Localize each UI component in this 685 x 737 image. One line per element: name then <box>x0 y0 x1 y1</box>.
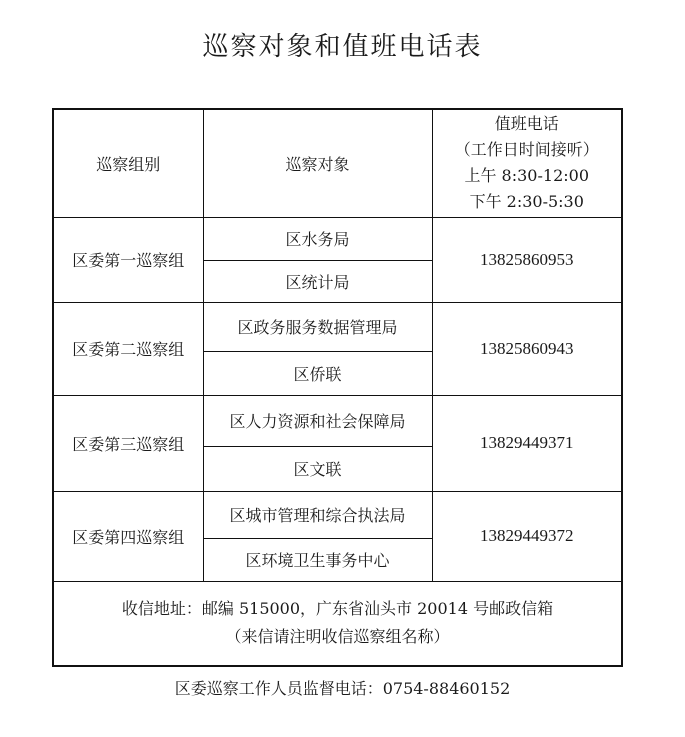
page-title: 巡察对象和值班电话表 <box>202 32 483 62</box>
schedule-table <box>52 108 623 667</box>
header-phone-afternoon: 下午 2:30-5:30 <box>469 192 584 212</box>
mailing-row <box>53 581 622 666</box>
target-item: 区环境卫生事务中心 <box>203 538 432 581</box>
phone-number: 13829449372 <box>432 491 622 581</box>
group-name: 区委第二巡察组 <box>53 302 203 395</box>
table-row <box>53 302 622 351</box>
table-header-row <box>53 109 622 217</box>
target-item: 区文联 <box>203 446 432 491</box>
header-phone <box>432 109 622 217</box>
target-item: 区城市管理和综合执法局 <box>203 491 432 538</box>
table-row <box>53 491 622 538</box>
target-item: 区水务局 <box>203 217 432 260</box>
header-target: 巡察对象 <box>203 109 432 217</box>
table-row <box>53 395 622 446</box>
phone-number: 13829449371 <box>432 395 622 491</box>
group-name: 区委第一巡察组 <box>53 217 203 302</box>
schedule-table-wrapper <box>52 108 621 665</box>
target-item: 区人力资源和社会保障局 <box>203 395 432 446</box>
header-group: 巡察组别 <box>53 109 203 217</box>
header-phone-hours-note: （工作日时间接听） <box>454 140 599 160</box>
supervision-phone: 区委巡察工作人员监督电话：0754-88460152 <box>174 679 511 698</box>
mailing-address: 收信地址：邮编 515000，广东省汕头市 20014 号邮政信箱 <box>121 599 554 619</box>
mailing-info <box>53 581 622 666</box>
header-phone-morning: 上午 8:30-12:00 <box>464 166 590 186</box>
phone-number: 13825860943 <box>432 302 622 395</box>
target-item: 区统计局 <box>203 260 432 302</box>
group-name: 区委第三巡察组 <box>53 395 203 491</box>
mailing-note: （来信请注明收信巡察组名称） <box>225 627 450 647</box>
target-item: 区政务服务数据管理局 <box>203 302 432 351</box>
header-phone-title: 值班电话 <box>494 114 559 134</box>
phone-number: 13825860953 <box>432 217 622 302</box>
group-name: 区委第四巡察组 <box>53 491 203 581</box>
target-item: 区侨联 <box>203 351 432 395</box>
table-row <box>53 217 622 260</box>
